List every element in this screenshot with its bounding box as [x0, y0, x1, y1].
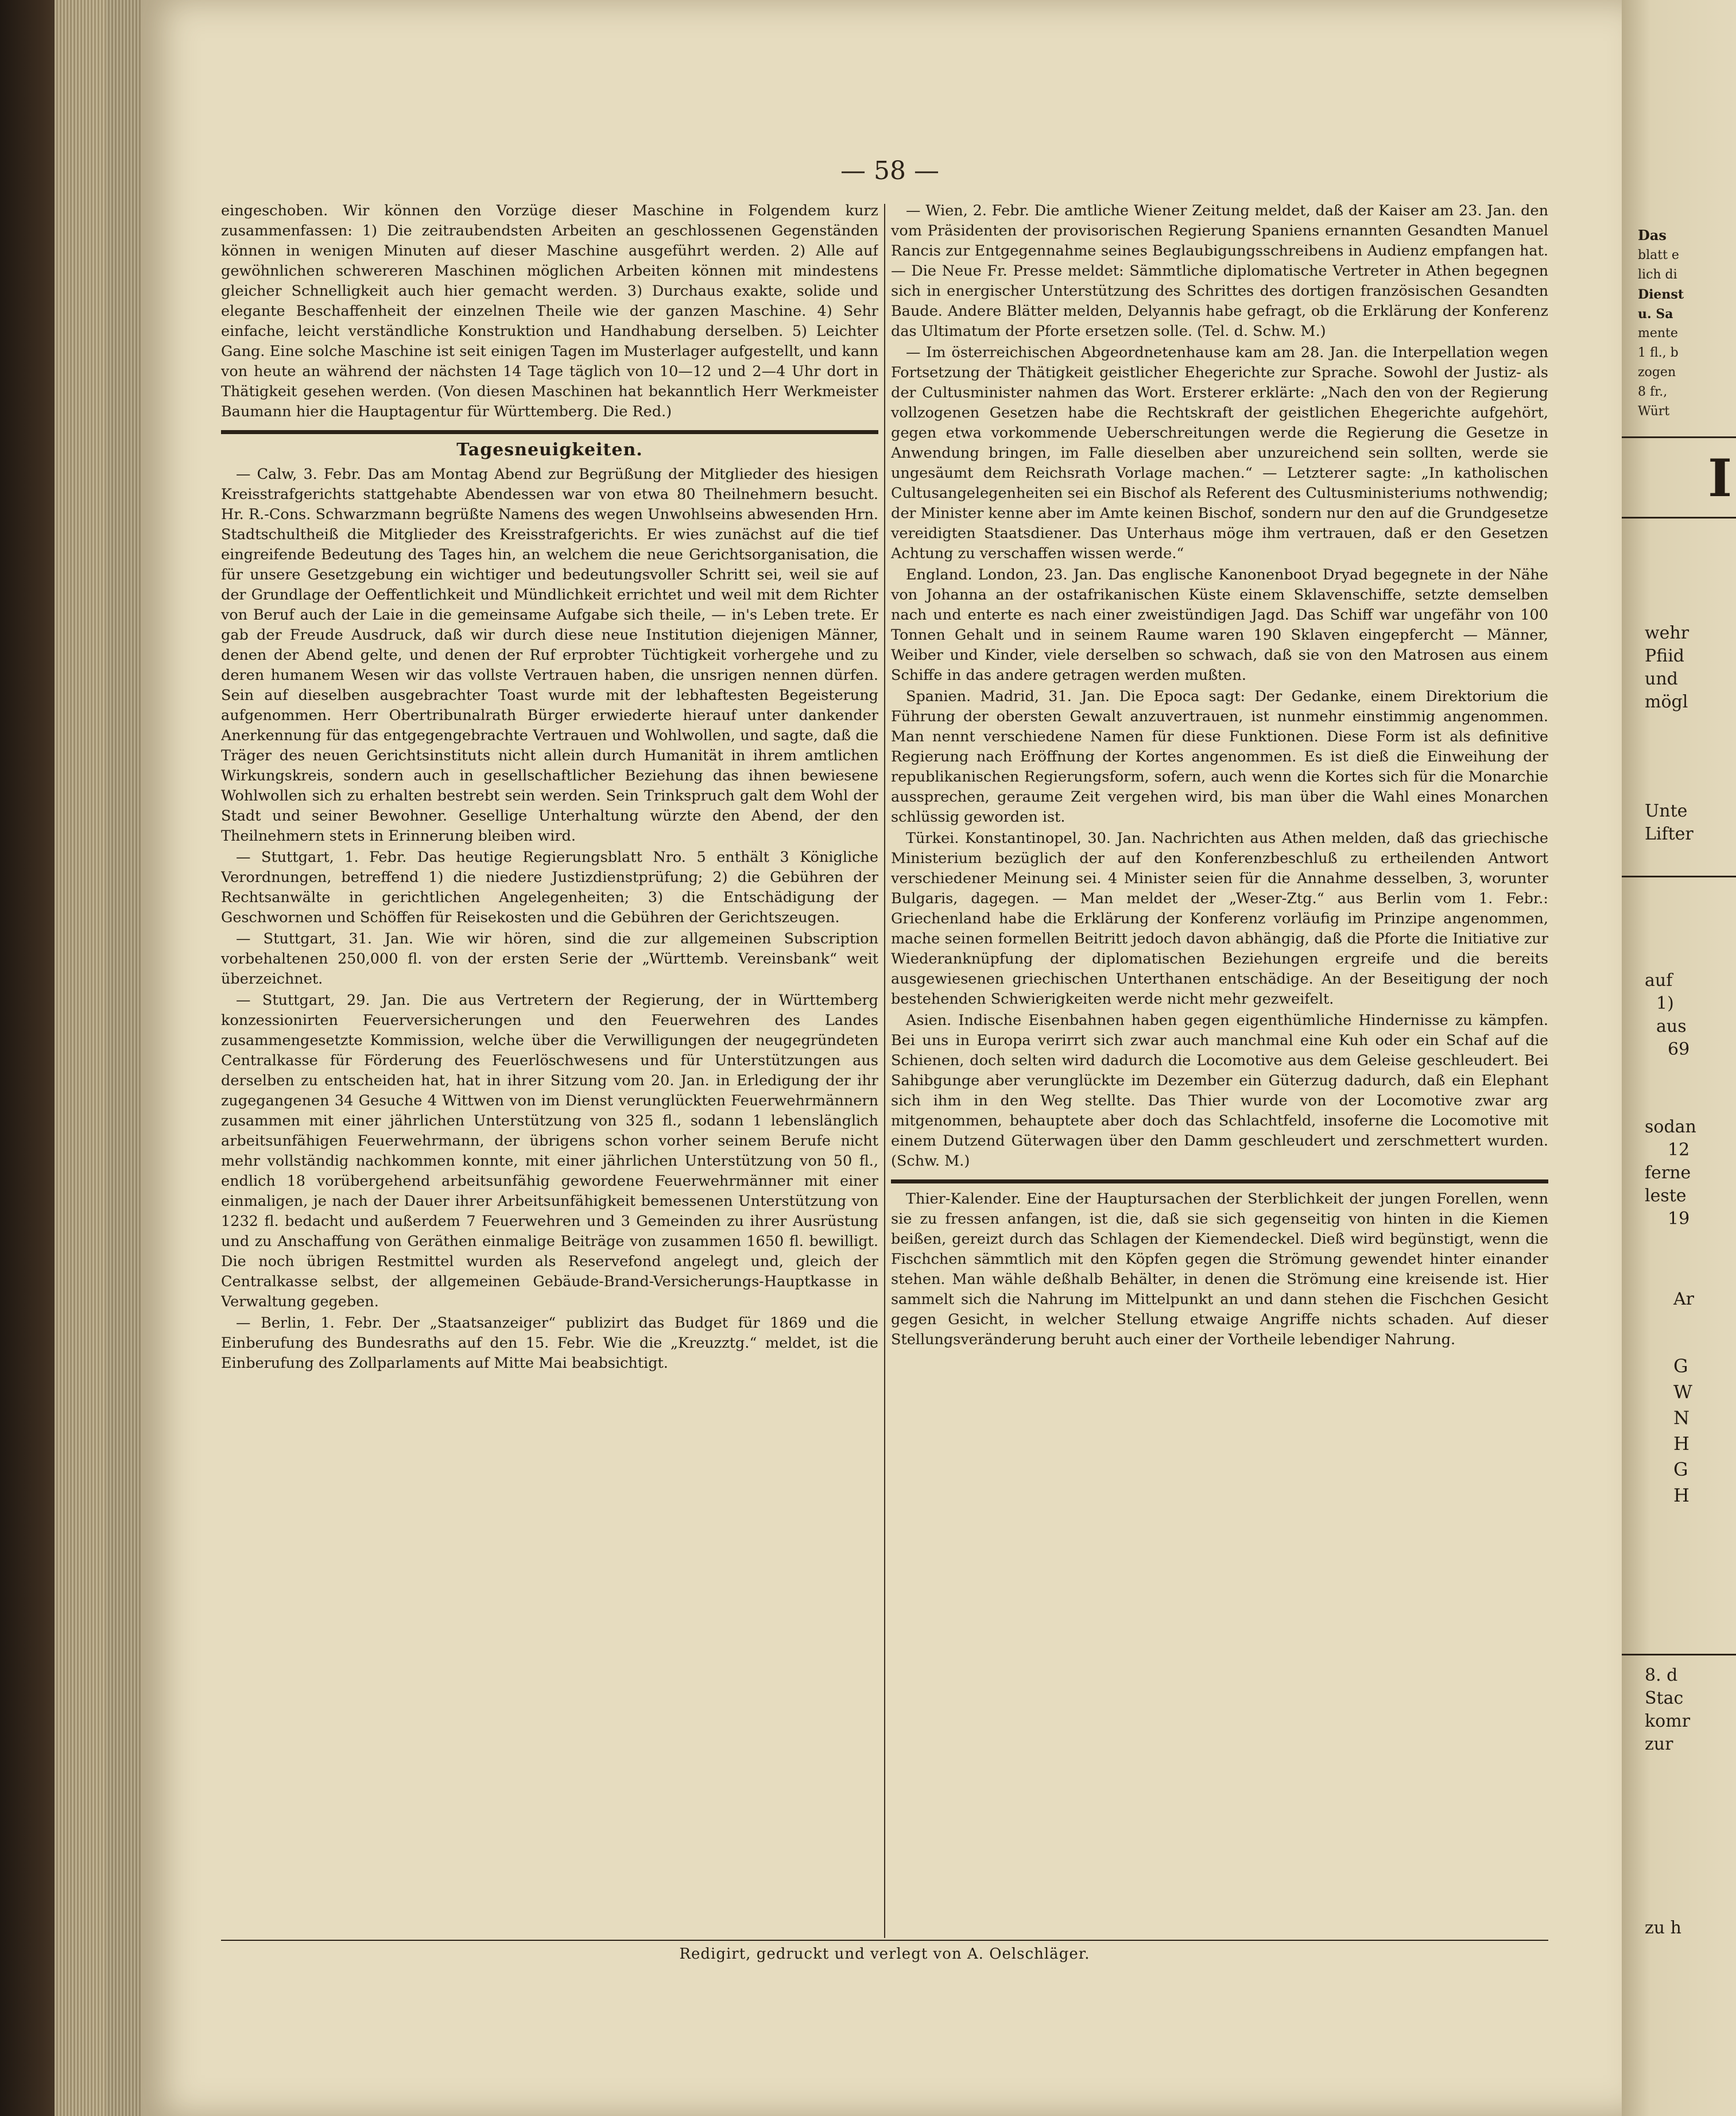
article-asien: Asien. Indische Eisenbahnen haben gegen eigenthümliche Hindernisse zu kämpfen. Bei uns in Europa verirrt sich zwar auch manchmal eine Kuh oder ein Schaf auf die Schienen, doch selten wird dadurch die Locomotive aus dem Geleise geschleudert. Bei Sahibgunge aber verunglückte im Dezember ein Güterzug dadurch, daß ein Elephant sich ihm in den Weg stellte. Das Thier wurde von der Locomotive zwar arg mitgenommen, behauptete aber doch das Schlachtfeld, insoferne die Locomotive mit einem Dutzend Güterwagen über den Damm geschleudert und zerschmettert wurden. (Schw. M.)	[891, 1012, 1548, 1170]
column-divider	[884, 204, 885, 1938]
next-page-fragment: I	[1708, 448, 1733, 509]
next-page-fragment: Stac	[1645, 1688, 1684, 1708]
next-page-fragment: wehr	[1645, 623, 1690, 643]
next-page-edge	[1622, 0, 1736, 2116]
next-page-rule	[1622, 1654, 1736, 1655]
page-number: — 58 —	[840, 156, 939, 185]
left-column	[221, 201, 878, 1929]
next-page-rule	[1622, 517, 1736, 519]
next-page-fragment: sodan	[1645, 1117, 1696, 1137]
imprint-footer: Redigirt, gedruckt und verlegt von A. Oelschläger.	[679, 1945, 1090, 1963]
next-page-rule	[1622, 876, 1736, 877]
next-page-fragment: Dienst	[1638, 287, 1684, 302]
next-page-fragment: 12	[1668, 1140, 1690, 1160]
section-divider	[221, 430, 878, 434]
article-thier-kalender: Thier-Kalender. Eine der Hauptursachen der Sterblichkeit der jungen Forellen, wenn sie zu fressen anfangen, ist die, daß sie sich gegenseitig von hinten in die Kiemen beißen, gereizt durch das Schlagen der Kiemendeckel. Dieß wird begünstigt, wenn die Fischchen sämmtlich mit den Köpfen gegen die Strömung gewendet hinter einander stehen. Man wähle deßhalb Behälter, in denen die Strömung eine kreisende ist. Hier sammelt sich die Nahrung im Mittelpunkt an und dann stehen die Fischchen Gesicht gegen Gesicht, in welcher Stellung etwaige Angriffe nichts schaden. Auf dieser Stellungsveränderung beruht auch einer der Vortheile lebendiger Nahrung.	[891, 1190, 1548, 1348]
article-abgeordnetenhaus: — Im österreichischen Abgeordnetenhause kam am 28. Jan. die Interpellation wegen Fortsetzung der Thätigkeit geistlicher Ehegerichte zur Sprache. Sowohl der Justiz- als der Cultusminister nahmen das Wort. Ersterer erklärte: „Nach den von der Regierung vollzogenen Gesetzen habe die Rechtskraft der geistlichen Ehegerichte aufgehört, gegen etwa vorkommende Ueberschreitungen werde die Regierung die Gesetze in Anwendung bringen, im Falle dieselben aber unzureichend sein sollten, werde sie ungesäumt dem Reichsrath Vorlage machen.“ — Letzterer sagte: „In katholischen Cultusangelegenheiten sei ein Bischof als Referent des Cultusministeriums nothwendig; der Minister kenne aber im Amte keinen Bischof, sondern nur den auf die Grundgesetze vereidigten Staatsdiener. Das Unterhaus möge ihm vertrauen, daß er den Gesetzen Achtung zu verschaffen wissen werde.“	[891, 344, 1548, 562]
next-page-fragment: auf	[1645, 970, 1673, 991]
next-page-fragment: mögl	[1645, 692, 1688, 712]
article-wien: — Wien, 2. Febr. Die amtliche Wiener Zeitung meldet, daß der Kaiser am 23. Jan. den vom Präsidenten der provisorischen Regierung Spaniens ernannten Gesandten Manuel Rancis zur Entgegennahme seines Beglaubigungsschreibens in Audienz empfangen hat. — Die Neue Fr. Presse meldet: Sämmtliche diplomatische Vertreter in Athen begegnen sich in energischer Unterstützung des Schrittes des dortigen französischen Gesandten Baude. Andere Blätter melden, Delyannis habe gefragt, ob die Erklärung der Konferenz das Ultimatum der Pforte ersetzen solle. (Tel. d. Schw. M.)	[891, 202, 1548, 340]
next-page-fragment: G	[1673, 1459, 1688, 1480]
next-page-fragment: W	[1673, 1381, 1692, 1403]
next-page-fragment: 1)	[1656, 993, 1674, 1013]
article-berlin: — Berlin, 1. Febr. Der „Staatsanzeiger“ publizirt das Budget für 1869 und die Einberufung des Bundesraths auf den 15. Febr. Wie die „Kreuzztg.“ meldet, ist die Einberufung des Zollparlaments auf Mitte Mai beabsichtigt.	[221, 1314, 878, 1372]
next-page-fragment: G	[1673, 1355, 1688, 1377]
next-page-fragment: lich di	[1638, 268, 1677, 282]
next-page-fragment: Pfiid	[1645, 646, 1684, 666]
section-title: Tagesneuigkeiten.	[456, 440, 643, 460]
next-page-fragment: ferne	[1645, 1163, 1691, 1183]
thier-kalender-divider	[891, 1179, 1548, 1183]
next-page-fragment: Das	[1638, 227, 1667, 243]
intro-paragraph: eingeschoben. Wir können den Vorzüge dieser Maschine in Folgendem kurz zusammenfassen: 1) Die zeitraubendsten Arbeiten an geschlossenen Gegenständen können in wenigen Minuten auf dieser Maschine ausgeführt werden. 2) Alle auf gewöhnlichen schwereren Maschinen möglichen Arbeiten können mit mindestens gleicher Schnelligkeit auch hier gemacht werden. 3) Durchaus exakte, solide und elegante Beschaffenheit der einzelnen Theile wie der ganzen Maschine. 4) Sehr einfache, leicht verständliche Konstruktion und Handhabung derselben. 5) Leichter Gang. Eine solche Maschine ist seit einigen Tagen im Musterlager aufgestellt, und kann von heute an während der nächsten 14 Tage täglich von 10—12 und 2—4 Uhr dort in Thätigkeit gesehen werden. (Von diesen Maschinen hat bekanntlich Herr Werkmeister Baumann hier die Hauptagentur für Württemberg. Die Red.)	[221, 202, 878, 420]
next-page-fragment: Unte	[1645, 801, 1688, 821]
next-page-fragment: zur	[1645, 1734, 1673, 1754]
article-stuttgart-31: — Stuttgart, 31. Jan. Wie wir hören, sind die zur allgemeinen Subscription vorbehaltenen 250,000 fl. von der ersten Serie der „Württemb. Vereinsbank“ weit überzeichnet.	[221, 930, 878, 988]
article-england: England. London, 23. Jan. Das englische Kanonenboot Dryad begegnete in der Nähe von Johanna an der ostafrikanischen Küste einem Sklavenschiffe, setzte demselben nach und enterte es nach einer zweistündigen Jagd. Das Schiff war ungefähr von 100 Tonnen Gehalt und in seinem Raume waren 190 Sklaven eingepfercht — Männer, Weiber und Kinder, viele derselben so schwach, daß sie von den Matrosen aus einem Schiffe in das andere getragen werden mußten.	[891, 566, 1548, 684]
next-page-fragment: blatt e	[1638, 248, 1679, 262]
article-spanien: Spanien. Madrid, 31. Jan. Die Epoca sagt: Der Gedanke, einem Direktorium die Führung der obersten Gewalt anzuvertrauen, ist nunmehr einstimmig angenommen. Man nennt verschiedene Namen für diese Funktionen. Diese Form ist als definitive Regierung nach Eröffnung der Kortes angenommen. Es ist dieß die Einweihung der republikanischen Regierungsform, sofern, auch wenn die Kortes sich für die Monarchie aussprechen, geraume Zeit vergehen wird, bis man über die Wahl eines Monarchen schlüssig geworden ist.	[891, 688, 1548, 826]
next-page-fragment: N	[1673, 1407, 1690, 1429]
next-page-fragment: Ar	[1673, 1289, 1695, 1309]
next-page-fragment: mente	[1638, 326, 1678, 341]
next-page-rule	[1622, 436, 1736, 438]
article-stuttgart-29: — Stuttgart, 29. Jan. Die aus Vertretern der Regierung, der in Württemberg konzessionirten Feuerversicherungen und den Feuerwehren des Landes zusammengesetzte Kommission, welche über die Verwilligungen der neugegründeten Centralkasse für Förderung des Feuerlöschwesens und für Unterstützungen aus derselben zu entscheiden hat, hat in ihrer Sitzung vom 20. Jan. in Erledigung der ihr zugegangenen 34 Gesuche 4 Wittwen von im Dienst verunglückten Feuerwehrmännern zusammen mit einer jährlichen Unterstützung von 325 fl., sodann 1 lebenslänglich arbeitsunfähigen Feuerwehrmann, der übrigens schon vorher seinem Berufe nicht mehr vollständig nachkommen konnte, mit einer jährlichen Unterstützung von 50 fl., endlich 18 vorübergehend arbeitsunfähig gewordene Feuerwehrmänner mit einer einmaligen, je nach der Dauer ihrer Arbeitsunfähigkeit bemessenen Unterstützung von 1232 fl. bedacht und außerdem 7 Feuerwehren und 3 Gemeinden zu ihrer Ausrüstung und zu Anschaffung von Geräthen einmalige Beiträge von zusammen 1650 fl. bewilligt. Die noch übrigen Restmittel wurden als Reservefond angelegt und, gleich der Centralkasse selbst, der allgemeinen Gebäude-Brand-Versicherungs-Hauptkasse in Verwaltung gegeben.	[221, 992, 878, 1310]
next-page-fragment: zu h	[1645, 1918, 1681, 1938]
article-calw: — Calw, 3. Febr. Das am Montag Abend zur Begrüßung der Mitglieder des hiesigen Kreisstrafgerichts stattgehabte Abendessen war von etwa 80 Theilnehmern besucht. Hr. R.-Cons. Schwarzmann begrüßte Namens des wegen Unwohlseins abwesenden Hrn. Stadtschultheiß die Mitglieder des Kreisstrafgerichts. Er wies zunächst auf die tief eingreifende Bedeutung des Tages hin, an welchem die neue Gerichtsorganisation, die für unsere Gesetzgebung ein wichtiger und bedeutungsvoller Schritt sei, weil sie auf der Grundlage der Oeffentlichkeit und Mündlichkeit errichtet und weil mit dem Richter von Beruf auch der Laie in die gemeinsame Aufgabe sich theile, — in's Leben trete. Er gab der Freude Ausdruck, daß wir durch diese neue Institution diejenigen Männer, denen der Abend gelte, und denen der Ruf erprobter Tüchtigkeit vorhergehe und zu deren humanem Wesen wir das vollste Vertrauen haben, die unsrigen nennen dürfen. Sein auf dieselben ausgebrachter Toast wurde mit der lebhaftesten Begeisterung aufgenommen. Herr Obertribunalrath Bürger erwiederte hierauf unter dankender Anerkennung für das entgegengebrachte Vertrauen und Wohlwollen, und sagte, daß die Träger des neuen Gerichtsinstituts nicht allein durch Humanität in ihrem amtlichen Wirkungskreis, sondern auch in gesellschaftlicher Beziehung das ihnen bewiesene Wohlwollen sich zu erhalten bestrebt sein werden. Sein Trinkspruch galt dem Wohl der Stadt und seiner Bewohner. Gesellige Unterhaltung würzte den Abend, der den Theilnehmern stets in Erinnerung bleiben wird.	[221, 466, 878, 845]
next-page-fragment: aus	[1656, 1016, 1687, 1036]
next-page-fragment: Lifter	[1645, 824, 1694, 844]
next-page-fragment: 69	[1668, 1039, 1690, 1059]
next-page-fragment: u. Sa	[1638, 307, 1673, 322]
next-page-fragment: 8. d	[1645, 1665, 1678, 1685]
article-stuttgart-1: — Stuttgart, 1. Febr. Das heutige Regierungsblatt Nro. 5 enthält 3 Königliche Verordnungen, betreffend 1) die niedere Justizdienstprüfung; 2) die Gebühren der Rechtsanwälte in gerichtlichen Angelegenheiten; 3) die Entschädigung der Geschwornen und Schöffen für Reisekosten und die Gebühren der Gerichtszeugen.	[221, 849, 878, 926]
next-page-fragment: Würt	[1638, 404, 1670, 419]
next-page-fragment: 1 fl., b	[1638, 346, 1679, 360]
next-page-fragment: H	[1673, 1484, 1690, 1506]
article-tuerkei: Türkei. Konstantinopel, 30. Jan. Nachrichten aus Athen melden, daß das griechische Ministerium bezüglich der auf den Konferenzbeschluß zu ertheilenden Antwort verschiedener Meinung sei. 4 Minister seien für die Annahme desselben, 3, worunter Bulgaris, dagegen. — Man meldet der „Weser-Ztg.“ aus Berlin vom 1. Febr.: Griechenland habe die Erklärung der Konferenz vorläufig im Prinzipe angenommen, mache seinen formellen Beitritt jedoch davon abhängig, daß die Pforte die Initiative zur Wiederanknüpfung der diplomatischen Beziehungen ergreife und die bereits ausgewiesenen griechischen Unterthanen entschädige. An der Beseitigung der noch bestehenden Schwierigkeiten werde nicht mehr gezweifelt.	[891, 830, 1548, 1008]
next-page-fragment: leste	[1645, 1186, 1687, 1206]
next-page-fragment: und	[1645, 669, 1678, 689]
right-column	[891, 201, 1548, 1929]
page-edges	[55, 0, 141, 2116]
next-page-fragment: 8 fr.,	[1638, 385, 1668, 399]
next-page-fragment: 19	[1668, 1209, 1690, 1229]
next-page-fragment: H	[1673, 1433, 1690, 1454]
footer-rule	[221, 1940, 1548, 1941]
next-page-fragment: komr	[1645, 1711, 1691, 1731]
next-page-fragment: zogen	[1638, 365, 1676, 380]
